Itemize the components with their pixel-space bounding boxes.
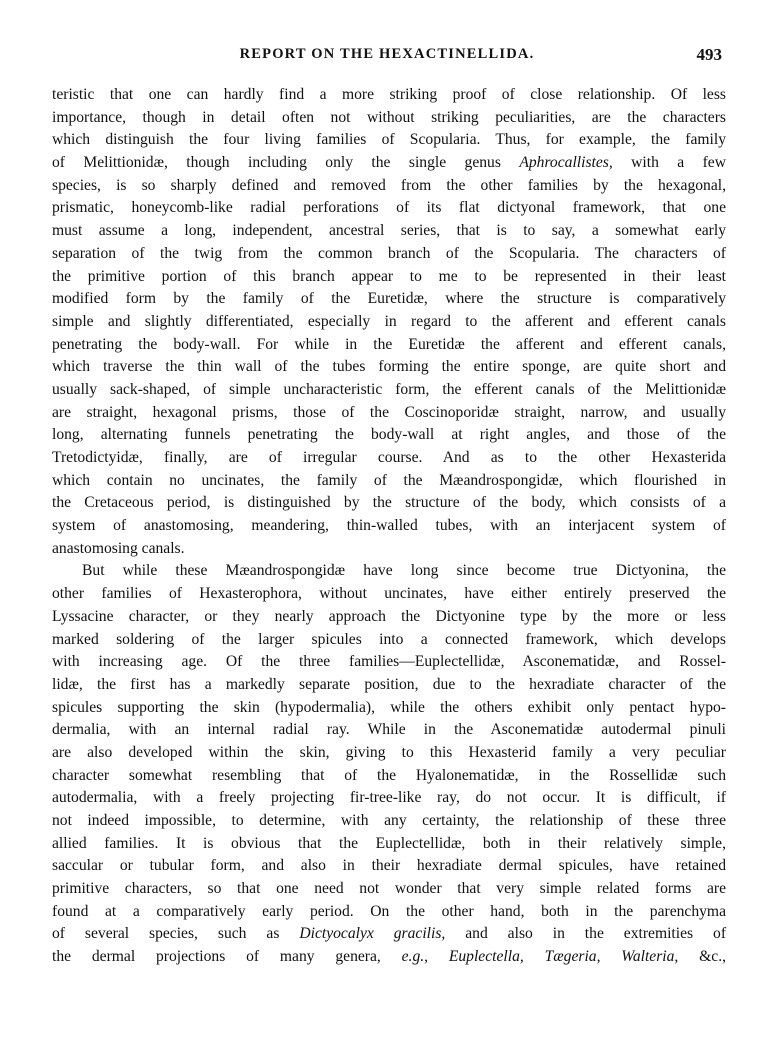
body-text	[52, 84, 726, 969]
text-line	[52, 311, 726, 334]
text-run: of several species, such as	[52, 925, 300, 943]
text-line	[52, 515, 726, 538]
page-number: 493	[696, 45, 722, 64]
text-line	[52, 175, 726, 198]
text-run: saccular or tubular form, and also in their hexradiate dermal spicules, have retained	[52, 857, 726, 875]
text-line	[52, 492, 726, 515]
text-line	[52, 742, 726, 765]
text-run: allied families. It is obvious that the Euplectellidæ, both in their relatively simple,	[52, 834, 726, 852]
text-line	[52, 697, 726, 720]
text-run: modified form by the family of the Euretidæ, where the structure is comparatively	[52, 290, 726, 308]
text-run: anastomosing canals.	[52, 539, 185, 557]
text-line	[52, 152, 726, 175]
text-line	[52, 810, 726, 833]
text-line	[52, 288, 726, 311]
text-run: long, alternating funnels penetrating the body-wall at right angles, and those of the	[52, 426, 726, 444]
text-line	[52, 765, 726, 788]
text-line	[52, 447, 726, 470]
text-line	[52, 220, 726, 243]
text-run: with increasing age. Of the three families—Euplectellidæ, Asconematidæ, and Rossel-	[52, 653, 726, 671]
text-run: Tretodictyidæ, finally, are of irregular course. And as to the other Hexasterida	[52, 449, 726, 466]
text-run: marked soldering of the larger spicules into a connected framework, which develops	[52, 630, 726, 648]
text-line	[52, 629, 726, 652]
text-run: autodermalia, with a freely projecting fir-tree-like ray, do not occur. It is difficult, if	[52, 789, 726, 807]
text-line	[52, 651, 726, 674]
text-run: with a few	[612, 154, 726, 172]
text-line	[52, 674, 726, 697]
text-run: which traverse the thin wall of the tubes forming the entire sponge, are quite short and	[52, 358, 726, 376]
text-run: other families of Hexasterophora, without uncinates, have either entirely preserved the	[52, 585, 726, 603]
text-line	[52, 923, 726, 946]
text-line	[52, 243, 726, 266]
text-run: not indeed impossible, to determine, with any certainty, the relationship of these three	[52, 812, 726, 829]
text-run: Lyssacine character, or they nearly approach the Dictyonine type by the more or less	[52, 607, 726, 625]
text-run: lidæ, the first has a markedly separate position, due to the hexradiate character of the	[52, 675, 726, 693]
text-line	[52, 334, 726, 357]
text-line	[52, 606, 726, 629]
text-line	[52, 878, 726, 901]
text-run: are straight, hexagonal prisms, those of the Coscinoporidæ straight, narrow, and usually	[52, 403, 726, 421]
text-line	[52, 470, 726, 493]
text-run: prismatic, honeycomb-like radial perforations of its flat dictyonal framework, that one	[52, 199, 726, 217]
italic-text: e.g., Euplectella, Tægeria, Walteria,	[401, 948, 679, 966]
text-line	[52, 129, 726, 152]
text-line	[52, 538, 726, 561]
text-run: found at a comparatively early period. On the other hand, both in the parenchyma	[52, 902, 726, 920]
text-line	[52, 560, 726, 583]
text-line	[52, 787, 726, 810]
text-run: which contain no uncinates, the family of the Mæandrospongidæ, which flourished in	[52, 471, 726, 489]
text-run: species, is so sharply defined and removed from the other families by the hexagonal,	[52, 176, 726, 194]
text-run: primitive characters, so that one need not wonder that very simple related forms are	[52, 880, 726, 898]
text-line	[52, 583, 726, 606]
text-line	[52, 197, 726, 220]
text-line	[52, 356, 726, 379]
text-run: But while these Mæandrospongidæ have long since become true Dictyonina, the	[82, 562, 726, 580]
text-run: character somewhat resembling that of the Hyalonematidæ, in the Rossellidæ such	[52, 766, 726, 784]
text-run: &c.,	[678, 948, 726, 966]
text-run: which distinguish the four living families of Scopularia. Thus, for example, the family	[52, 131, 726, 149]
text-run: system of anastomosing, meandering, thin-walled tubes, with an interjacent system of	[52, 517, 726, 535]
text-run: usually sack-shaped, of simple uncharacteristic form, the efferent canals of the Melittionidæ	[52, 380, 726, 398]
text-run: of Melittionidæ, though including only the single genus	[52, 154, 520, 172]
text-line	[52, 833, 726, 856]
text-line	[52, 84, 726, 107]
running-head	[52, 46, 722, 68]
text-run: separation of the twig from the common branch of the Scopularia. The characters of	[52, 244, 726, 262]
text-line	[52, 424, 726, 447]
text-run: the primitive portion of this branch appear to me to be represented in their least	[52, 267, 726, 285]
text-line	[52, 946, 726, 969]
text-run: penetrating the body-wall. For while in the Euretidæ the afferent and efferent canals,	[52, 335, 726, 353]
italic-text: Dictyocalyx gracilis,	[299, 925, 446, 943]
text-line	[52, 266, 726, 289]
text-line	[52, 855, 726, 878]
running-title: REPORT ON THE HEXACTINELLIDA.	[239, 46, 535, 62]
text-run: simple and slightly differentiated, especially in regard to the afferent and efferent canals	[52, 312, 726, 330]
text-run: the Cretaceous period, is distinguished by the structure of the body, which consists of a	[52, 494, 726, 512]
text-run: importance, though in detail often not without striking peculiarities, are the characters	[52, 108, 726, 126]
text-line	[52, 379, 726, 402]
text-line	[52, 719, 726, 742]
text-run: and also in the extremities of	[445, 925, 727, 943]
text-run: teristic that one can hardly find a more striking proof of close relationship. Of less	[52, 86, 726, 103]
text-run: are also developed within the skin, giving to this Hexasterid family a very peculiar	[52, 743, 726, 761]
text-line	[52, 107, 726, 130]
text-line	[52, 402, 726, 425]
text-run: the dermal projections of many genera,	[52, 948, 402, 966]
text-run: dermalia, with an internal radial ray. While in the Asconematidæ autodermal pinuli	[52, 721, 726, 739]
text-run: spicules supporting the skin (hypodermalia), while the others exhibit only pentact hypo-	[52, 698, 726, 716]
italic-text: Aphrocallistes,	[519, 154, 613, 172]
text-run: must assume a long, independent, ancestral series, that is to say, a somewhat early	[52, 222, 726, 240]
text-line	[52, 901, 726, 924]
